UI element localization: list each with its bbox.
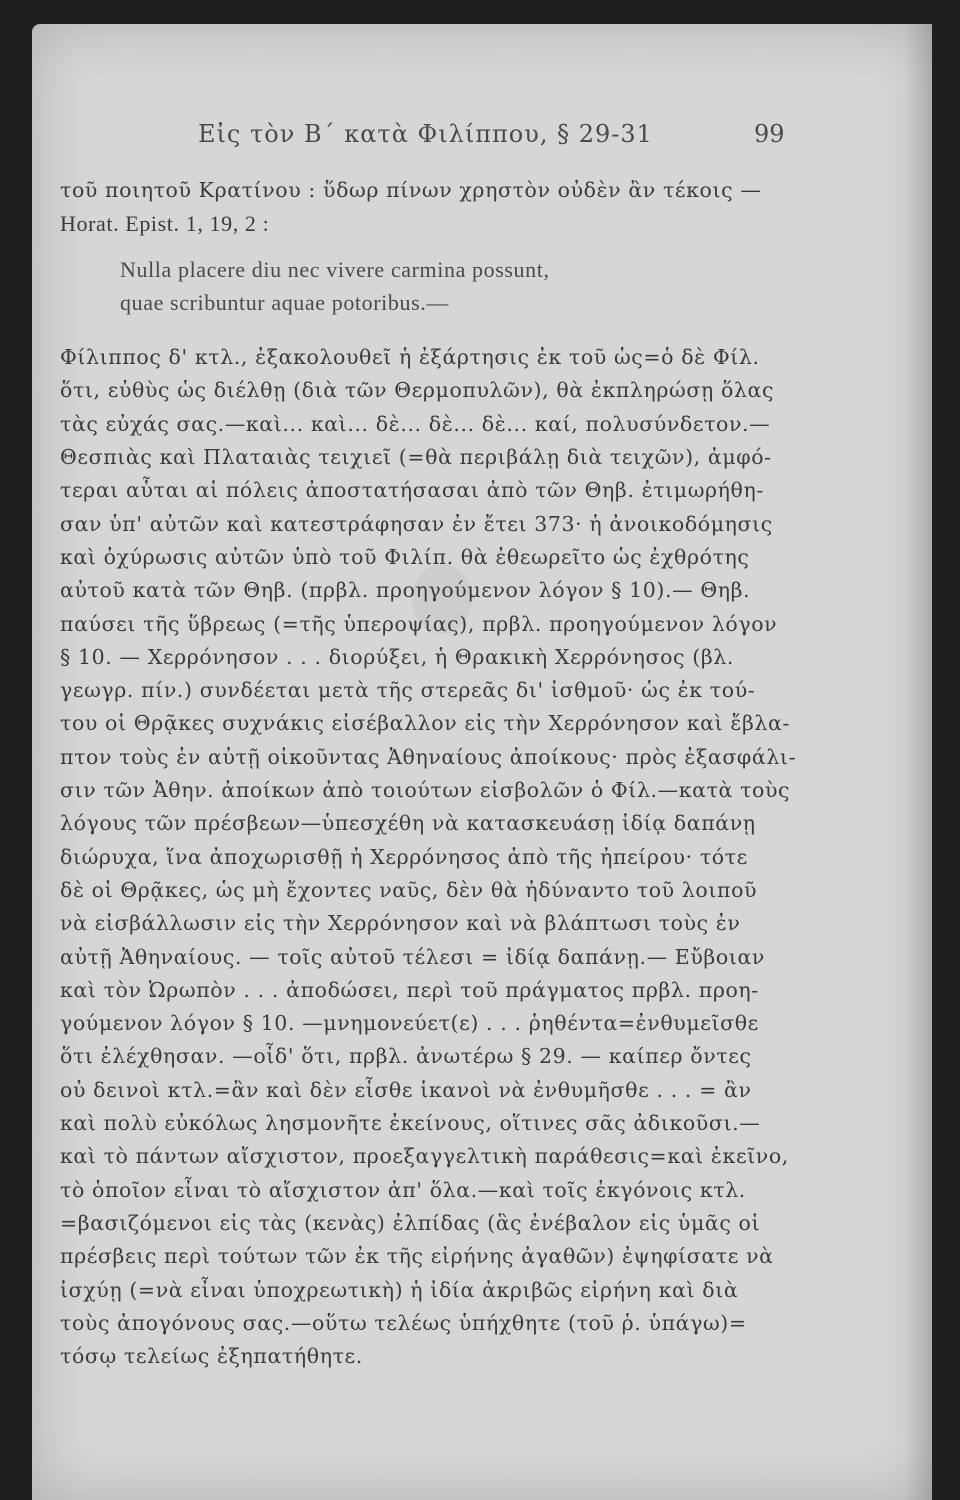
commentary-line: δὲ οἱ Θρᾷκες, ὡς μὴ ἔχοντες ναῦς, δὲν θὰ ἠδύναντο τοῦ λοιποῦ xyxy=(60,877,758,902)
commentary-line: νὰ εἰσβάλλωσιν εἰς τὴν Χερρόνησον καὶ νὰ βλάπτωσι τοὺς ἐν xyxy=(60,911,741,936)
commentary-line: § 10. — Χερρόνησον . . . διορύξει, ἡ Θρακικὴ Χερρόνησος (βλ. xyxy=(60,644,734,669)
commentary-line: =βασιζόμενοι εἰς τὰς (κενὰς) ἐλπίδας (ἃς ἐνέβαλον εἰς ὑμᾶς οἱ xyxy=(60,1210,761,1235)
commentary-line: σαν ὑπ' αὐτῶν καὶ κατεστράφησαν ἐν ἔτει 373· ἡ ἀνοικοδόμησις xyxy=(60,511,773,536)
commentary-line: ὅτι ἐλέχθησαν. —οἶδ' ὅτι, πρβλ. ἀνωτέρω § 29. — καίπερ ὄντες xyxy=(60,1044,752,1069)
running-title: Εἰς τὸν Β΄ κατὰ Φιλίππου, § 29-31 xyxy=(198,120,653,148)
commentary-line: πρέσβεις περὶ τούτων τῶν ἐκ τῆς εἰρήνης ἀγαθῶν) ἐψηφίσατε νὰ xyxy=(60,1244,774,1269)
commentary-line: ἰσχύῃ (=νὰ εἶναι ὑποχρεωτικὴ) ἡ ἰδία ἀκριβῶς εἰρήνη καὶ διὰ xyxy=(60,1277,739,1302)
commentary-line: καὶ τὸ πάντων αἴσχιστον, προεξαγγελτικὴ παράθεσις=καὶ ἐκεῖνο, xyxy=(60,1144,789,1169)
commentary-line: καὶ ὀχύρωσις αὐτῶν ὑπὸ τοῦ Φιλίπ. θὰ ἐθεωρεῖτο ὡς ἐχθρότης xyxy=(60,544,750,569)
commentary-line: γεωγρ. πίν.) συνδέεται μετὰ τῆς στερεᾶς δι' ἰσθμοῦ· ὡς ἐκ τού- xyxy=(60,678,756,703)
commentary-line: του οἱ Θρᾷκες συχνάκις εἰσέβαλλον εἰς τὴν Χερρόνησον καὶ ἔβλα- xyxy=(60,711,790,736)
commentary-line: αὐτῇ Ἀθηναίους. — τοῖς αὐτοῦ τέλεσι = ἰδίᾳ δαπάνῃ.— Εὔβοιαν xyxy=(60,944,765,969)
page-edge-shadow xyxy=(904,24,932,1500)
commentary-line: τόσῳ τελείως ἐξηπατήθητε. xyxy=(60,1344,363,1369)
commentary-line: ὅτι, εὐθὺς ὡς διέλθῃ (διὰ τῶν Θερμοπυλῶν), θὰ ἐκπληρώσῃ ὅλας xyxy=(60,378,775,403)
commentary-line: πτον τοὺς ἐν αὐτῇ οἰκοῦντας Ἀθηναίους ἀποίκους· πρὸς ἐξασφάλι- xyxy=(60,744,797,769)
text-line: Horat. Epist. 1, 19, 2 : xyxy=(60,211,270,237)
quote-line: Nulla placere diu nec vivere carmina possunt, xyxy=(120,256,550,282)
page-body xyxy=(60,174,820,1373)
commentary-line: οὐ δεινοὶ κτλ.=ἂν καὶ δὲν εἶσθε ἱκανοὶ νὰ ἐνθυμῆσθε . . . = ἂν xyxy=(60,1077,752,1102)
commentary-line: Θεσπιὰς καὶ Πλαταιὰς τειχιεῖ (=θὰ περιβάλῃ διὰ τειχῶν), ἀμφό- xyxy=(60,445,772,470)
commentary-line: σιν τῶν Ἀθην. ἀποίκων ἀπὸ τοιούτων εἰσβολῶν ὁ Φίλ.—κατὰ τοὺς xyxy=(60,778,791,803)
commentary-line: αὐτοῦ κατὰ τῶν Θηβ. (πρβλ. προηγούμενον λόγον § 10).— Θηβ. xyxy=(60,578,751,603)
commentary-line: παύσει τῆς ὕβρεως (=τῆς ὑπεροψίας), πρβλ. προηγούμενον λόγον xyxy=(60,611,778,636)
commentary xyxy=(60,341,820,1373)
book-page xyxy=(32,24,932,1500)
latin-quotation xyxy=(120,253,820,320)
commentary-line: Φίλιππος δ' κτλ., ἐξακολουθεῖ ἡ ἐξάρτησις ἐκ τοῦ ὡς=ὁ δὲ Φίλ. xyxy=(60,345,760,370)
commentary-line: γούμενον λόγον § 10. —μνημονεύετ(ε) . . . ῥηθέντα=ἐνθυμεῖσθε xyxy=(60,1011,759,1036)
commentary-line: τὸ ὁποῖον εἶναι τὸ αἴσχιστον ἀπ' ὅλα.—καὶ τοῖς ἐκγόνοις κτλ. xyxy=(60,1177,746,1202)
commentary-line: τοὺς ἀπογόνους σας.—οὕτω τελέως ὑπήχθητε (τοῦ ῥ. ὑπάγω)= xyxy=(60,1310,747,1335)
commentary-line: τὰς εὐχάς σας.—καὶ... καὶ... δὲ... δὲ... δὲ... καί, πολυσύνδετον.— xyxy=(60,411,771,436)
commentary-line: καὶ πολὺ εὐκόλως λησμονῆτε ἐκείνους, οἵτινες σᾶς ἀδικοῦσι.— xyxy=(60,1111,761,1136)
commentary-line: τεραι αὗται αἱ πόλεις ἀποστατήσασαι ἀπὸ τῶν Θηβ. ἐτιμωρήθη- xyxy=(60,478,764,503)
page-number: 99 xyxy=(754,120,785,148)
text-line: τοῦ ποιητοῦ Κρατίνου : ὕδωρ πίνων χρηστὸν οὐδὲν ἂν τέκοις — xyxy=(60,178,762,202)
quote-line: quae scribuntur aquae potoribus.— xyxy=(120,289,449,315)
commentary-line: λόγους τῶν πρέσβεων—ὑπεσχέθη νὰ κατασκευάσῃ ἰδίᾳ δαπάνῃ xyxy=(60,811,756,836)
commentary-line: διώρυχα, ἵνα ἀποχωρισθῇ ἡ Χερρόνησος ἀπὸ τῆς ἠπείρου· τότε xyxy=(60,844,748,869)
commentary-line: καὶ τὸν Ὠρωπὸν . . . ἀποδώσει, περὶ τοῦ πράγματος πρβλ. προη- xyxy=(60,977,759,1002)
